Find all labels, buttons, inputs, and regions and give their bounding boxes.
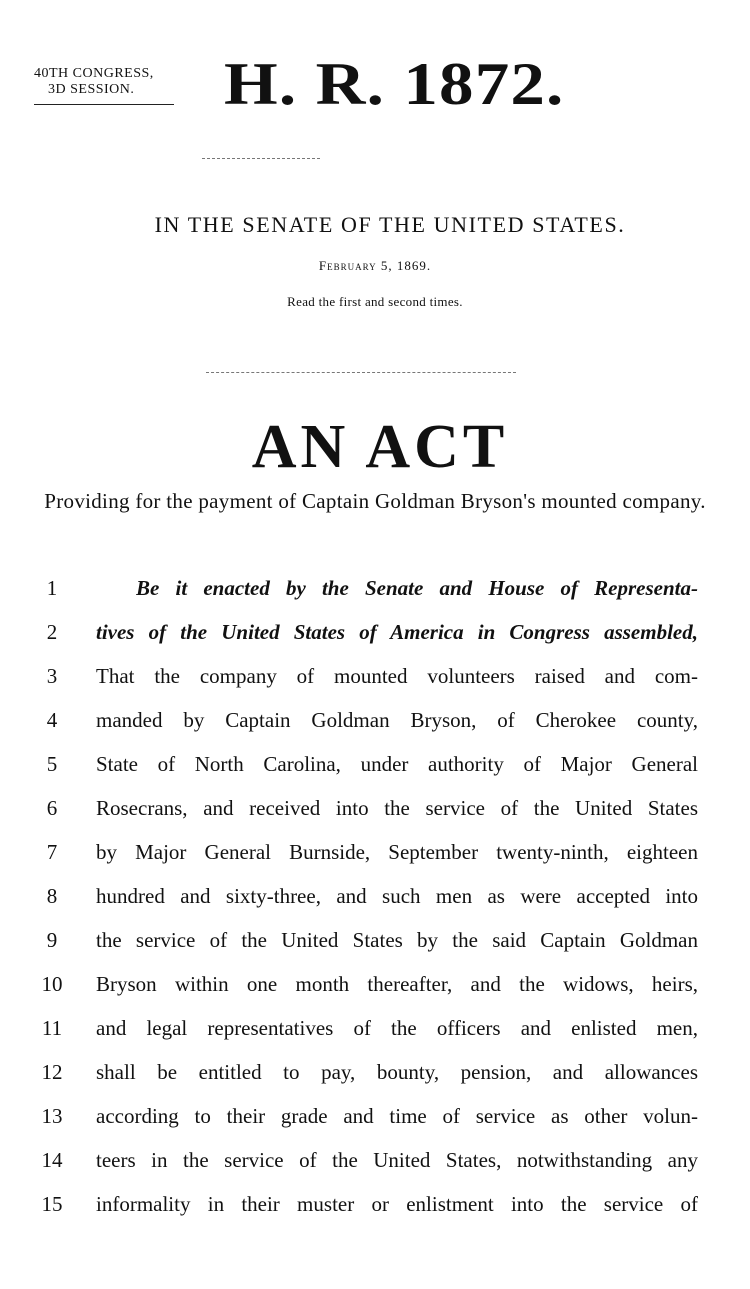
body-line-1 [0,568,750,608]
body-line-15 [0,1184,750,1224]
line-text: hundred and sixty-three, and such men as were accepted into [96,884,698,908]
body-line-4 [0,700,750,740]
line-text: Be it enacted by the Senate and House of Representa- [136,576,698,600]
date-line: February 5, 1869. [318,258,432,273]
chamber-heading: IN THE SENATE OF THE UNITED STATES. [154,212,626,237]
line-text: shall be entitled to pay, bounty, pension, and allowances [96,1060,698,1084]
line-number: 10 [41,972,63,996]
line-number: 4 [46,708,58,732]
line-text: tives of the United States of America in Congress assembled, [96,620,698,644]
line-text: teers in the service of the United States, notwithstanding any [96,1148,698,1172]
divider-top [202,158,320,159]
body-line-11 [0,1008,750,1048]
line-number: 12 [41,1060,63,1084]
body-line-9 [0,920,750,960]
line-number: 11 [41,1016,63,1040]
line-text: and legal representatives of the officers and enlisted men, [96,1016,698,1040]
act-purpose: Providing for the payment of Captain Goldman Bryson's mounted company. [44,489,706,513]
divider-middle [206,372,516,373]
line-number: 7 [46,840,58,864]
act-heading: AN ACT [251,413,509,481]
line-text: Rosecrans, and received into the service of the United States [96,796,698,820]
line-text: That the company of mounted volunteers raised and com- [96,664,698,688]
reading-note: Read the first and second times. [287,294,463,309]
session-label: 3D SESSION. [48,82,135,97]
bill-number: H. R. 1872. [224,51,565,117]
congress-rule [34,104,174,105]
line-number: 6 [46,796,58,820]
body-line-12 [0,1052,750,1092]
congress-session-block [34,66,180,105]
line-number: 8 [46,884,58,908]
body-line-5 [0,744,750,784]
line-text: the service of the United States by the said Captain Goldman [96,928,698,952]
line-number: 13 [41,1104,63,1128]
line-text: according to their grade and time of service as other volun- [96,1104,698,1128]
body-line-8 [0,876,750,916]
line-number: 1 [46,576,58,600]
body-line-6 [0,788,750,828]
line-text: State of North Carolina, under authority of Major General [96,752,698,776]
congress-label: 40TH CONGRESS, [34,66,154,81]
line-number: 9 [46,928,58,952]
body-line-10 [0,964,750,1004]
line-number: 2 [46,620,58,644]
body-line-2 [0,612,750,652]
line-number: 3 [46,664,58,688]
body-line-3 [0,656,750,696]
line-text: informality in their muster or enlistment into the service of [96,1192,698,1216]
line-number: 5 [46,752,58,776]
line-number: 15 [41,1192,63,1216]
line-text: by Major General Burnside, September twenty-ninth, eighteen [96,840,698,864]
line-number: 14 [41,1148,63,1172]
body-line-7 [0,832,750,872]
line-text: manded by Captain Goldman Bryson, of Cherokee county, [96,708,698,732]
body-line-13 [0,1096,750,1136]
body-line-14 [0,1140,750,1180]
line-text: Bryson within one month thereafter, and the widows, heirs, [96,972,698,996]
